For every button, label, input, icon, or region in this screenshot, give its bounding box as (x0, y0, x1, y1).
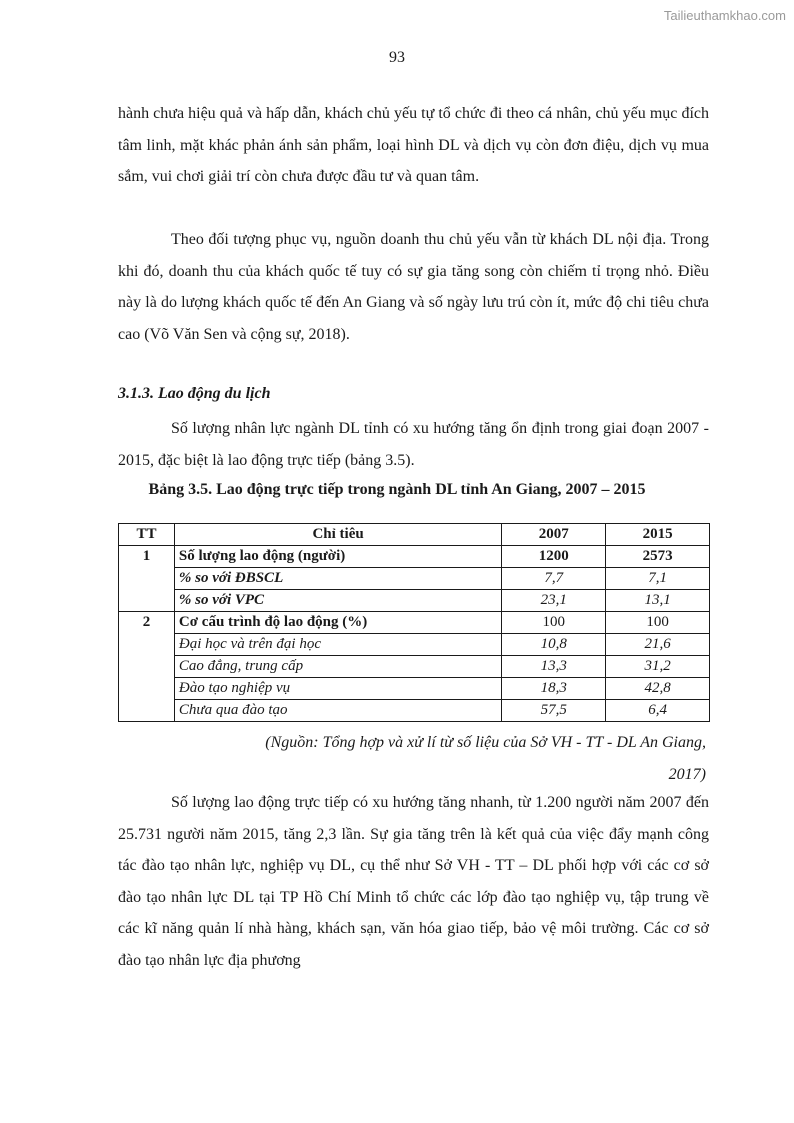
value-2015: 42,8 (606, 678, 710, 700)
table-row (119, 546, 710, 568)
row-number: 1 (119, 546, 175, 612)
paragraph-text: hành chưa hiệu quả và hấp dẫn, khách chủ yếu tự tổ chức đi theo cá nhân, chủ yếu mục đích tâm linh, mặt khác phản ánh sản phẩm, loại hình DL và dịch vụ còn đơn điệu, dịch vụ mua sắm, vui chơi giải trí còn chưa được đầu tư và quan tâm. (118, 105, 709, 186)
value-2007: 1200 (502, 546, 606, 568)
table-row (119, 612, 710, 634)
header-tt: TT (119, 524, 175, 546)
header-2007: 2007 (502, 524, 606, 546)
row-label: Đại học và trên đại học (174, 634, 501, 656)
paragraph-text: Số lượng lao động trực tiếp có xu hướng tăng nhanh, từ 1.200 người năm 2007 đến 25.731 người năm 2015, tăng 2,3 lần. Sự gia tăng trên là kết quả của việc đẩy mạnh công tác đào tạo nhân lực, nghiệp vụ DL, cụ thể như Sở VH - TT – DL phối hợp với các cơ sở đào tạo nhân lực DL tại TP Hồ Chí Minh tổ chức các lớp đào tạo nghiệp vụ, tập trung về các kĩ năng quản lí nhà hàng, khách sạn, văn hóa giao tiếp, bảo vệ môi trường. Các cơ sở đào tạo nhân lực địa phương (118, 794, 709, 969)
table-header-row (119, 524, 710, 546)
row-label: Đào tạo nghiệp vụ (174, 678, 501, 700)
value-2015: 2573 (606, 546, 710, 568)
value-2007: 10,8 (502, 634, 606, 656)
table-row (119, 568, 710, 590)
source-line: (Nguồn: Tổng hợp và xử lí từ số liệu của Sở VH - TT - DL An Giang, (265, 734, 706, 751)
table-row (119, 678, 710, 700)
table-row (119, 590, 710, 612)
section-heading: 3.1.3. Lao động du lịch (118, 385, 271, 402)
row-label: Cao đẳng, trung cấp (174, 656, 501, 678)
header-2015: 2015 (606, 524, 710, 546)
value-2015: 7,1 (606, 568, 710, 590)
paragraph-continuation (118, 98, 709, 193)
paragraph-text: Theo đối tượng phục vụ, nguồn doanh thu chủ yếu vẫn từ khách DL nội địa. Trong khi đó, doanh thu của khách quốc tế tuy có sự gia tăng song còn chiếm tỉ trọng nhỏ. Điều này là do lượng khách quốc tế đến An Giang và số ngày lưu trú còn ít, mức độ chi tiêu chưa cao (Võ Văn Sen và cộng sự, 2018). (118, 231, 709, 343)
row-label: Chưa qua đào tạo (174, 700, 501, 722)
table-row (119, 700, 710, 722)
value-2007: 13,3 (502, 656, 606, 678)
paragraph-text: Số lượng nhân lực ngành DL tỉnh có xu hướng tăng ổn định trong giai đoạn 2007 - 2015, đặc biệt là lao động trực tiếp (bảng 3.5). (118, 420, 709, 469)
value-2007: 7,7 (502, 568, 606, 590)
page-number: 93 (389, 49, 405, 66)
row-number: 2 (119, 612, 175, 722)
row-label: Số lượng lao động (người) (174, 546, 501, 568)
value-2015: 13,1 (606, 590, 710, 612)
header-indicator: Chỉ tiêu (174, 524, 501, 546)
value-2015: 31,2 (606, 656, 710, 678)
table-caption: Bảng 3.5. Lao động trực tiếp trong ngành DL tỉnh An Giang, 2007 – 2015 (148, 481, 646, 498)
value-2007: 100 (502, 612, 606, 634)
row-label: % so với VPC (174, 590, 501, 612)
value-2007: 18,3 (502, 678, 606, 700)
table-row (119, 634, 710, 656)
value-2015: 100 (606, 612, 710, 634)
table-row (119, 656, 710, 678)
paragraph-revenue (118, 224, 709, 350)
value-2007: 23,1 (502, 590, 606, 612)
labor-table (118, 523, 710, 722)
row-label: % so với ĐBSCL (174, 568, 501, 590)
watermark: Tailieuthamkhao.com (663, 8, 786, 23)
paragraph-labor-intro (118, 413, 709, 476)
paragraph-labor-growth (118, 787, 709, 977)
value-2015: 6,4 (606, 700, 710, 722)
value-2007: 57,5 (502, 700, 606, 722)
source-line: 2017) (668, 765, 706, 783)
value-2015: 21,6 (606, 634, 710, 656)
row-label: Cơ cấu trình độ lao động (%) (174, 612, 501, 634)
table-source (118, 727, 706, 790)
